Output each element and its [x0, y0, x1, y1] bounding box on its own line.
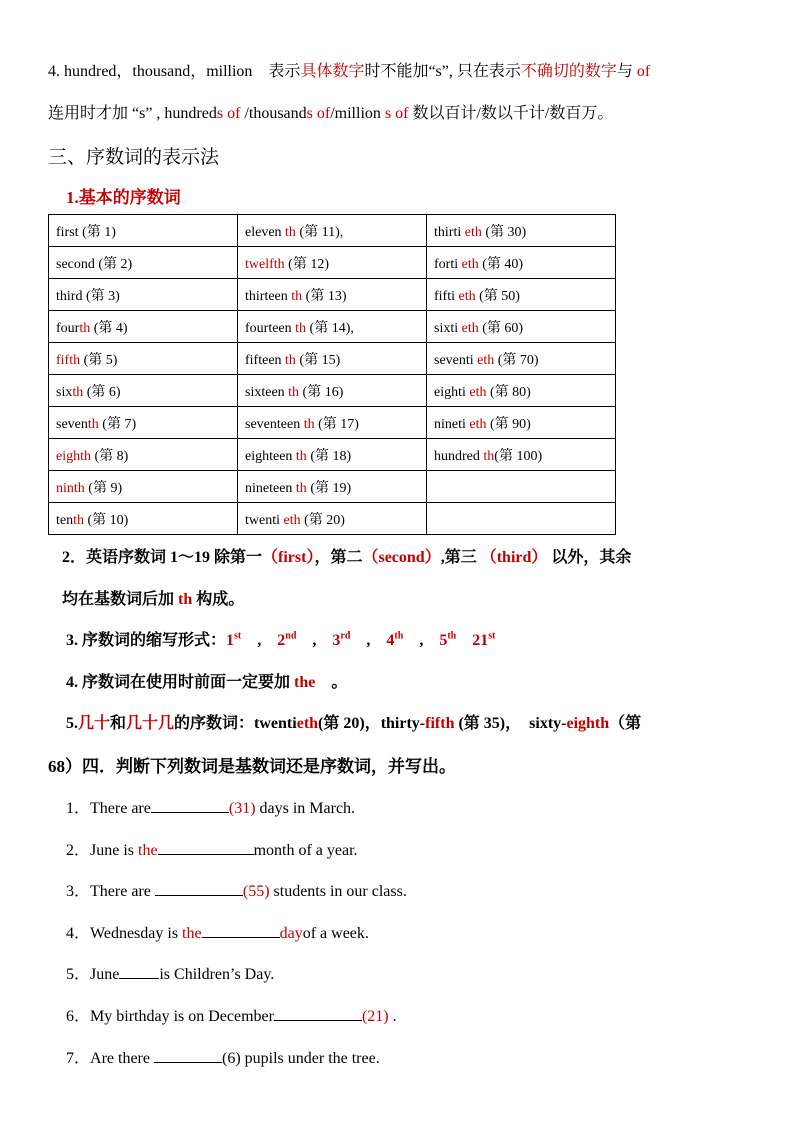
- table-cell: nineteen th (第 19): [238, 471, 427, 503]
- table-cell: thirteen th (第 13): [238, 279, 427, 311]
- ordinal-table: [48, 214, 616, 535]
- table-row: [49, 279, 616, 311]
- table-row: [49, 503, 616, 535]
- text: 与: [616, 63, 633, 80]
- para4-line1: [48, 58, 754, 81]
- table-cell: seventi eth (第 70): [427, 343, 616, 375]
- table-row: [49, 439, 616, 471]
- sub1-title: 1.基本的序数词: [66, 188, 181, 207]
- answer-blank[interactable]: [202, 923, 280, 938]
- table-cell: hundred th(第 100): [427, 439, 616, 471]
- text: 四．判断下列数词是基数词还是序数词，并写出。: [82, 757, 456, 776]
- answer-blank[interactable]: [119, 964, 159, 979]
- table-cell: first (第 1): [49, 215, 238, 247]
- abbr-item: 1st: [226, 630, 242, 649]
- text: 。: [331, 674, 348, 691]
- table-cell: ninth (第 9): [49, 471, 238, 503]
- highlight: s of: [380, 105, 409, 122]
- text: 和: [110, 715, 127, 732]
- answer-blank[interactable]: [155, 881, 243, 896]
- table-row: [49, 375, 616, 407]
- table-cell: sixti eth (第 60): [427, 311, 616, 343]
- text: /thousand: [240, 105, 307, 122]
- rule4: [66, 669, 754, 692]
- table-cell: thirti eth (第 30): [427, 215, 616, 247]
- text: 数以百计/数以千计/数百万。: [408, 105, 614, 122]
- table-cell: fifth (第 5): [49, 343, 238, 375]
- table-row: [49, 407, 616, 439]
- text: 4. 序数词在使用时前面一定要加: [66, 674, 295, 691]
- text: ，第二: [314, 549, 363, 566]
- exercise-item: 2．June is the month of a year.: [66, 842, 358, 859]
- abbr-item: 4th: [386, 630, 404, 649]
- highlight: the: [294, 674, 316, 691]
- rule2-line2: [62, 586, 754, 609]
- highlight: th: [178, 591, 193, 608]
- abbr-list: 1st , 2nd , 3rd , 4th , 5th 21st: [226, 630, 496, 649]
- text: 均在基数词后加: [62, 591, 179, 608]
- section3-title: 三、序数词的表示法: [48, 147, 220, 168]
- table-cell: eighth (第 8): [49, 439, 238, 471]
- exercise-item: 6．My birthday is on December (21) .: [66, 1008, 397, 1025]
- highlight: 具体数字: [300, 63, 365, 80]
- table-cell: twenti eth (第 20): [238, 503, 427, 535]
- table-cell: fifteen th (第 15): [238, 343, 427, 375]
- text: 68）: [48, 757, 82, 776]
- highlight: s of: [216, 105, 241, 122]
- text: ,第三: [440, 549, 477, 566]
- table-cell: fourteen th (第 14),: [238, 311, 427, 343]
- highlight: 不确切的数字: [520, 63, 617, 80]
- answer-blank[interactable]: [274, 1006, 362, 1021]
- highlight: of: [636, 63, 651, 80]
- answer-blank[interactable]: [151, 798, 229, 813]
- table-cell: fifti eth (第 50): [427, 279, 616, 311]
- table-row: [49, 311, 616, 343]
- text: （第: [609, 715, 642, 732]
- text: /million: [330, 105, 381, 122]
- table-cell: eighteen th (第 18): [238, 439, 427, 471]
- highlight: 几十几: [126, 715, 175, 732]
- text: (第 35)，: [454, 715, 514, 732]
- exercise-item: 1．There are (31) days in March.: [66, 800, 356, 817]
- table-cell: eleven th (第 11),: [238, 215, 427, 247]
- highlight: s of: [306, 105, 331, 122]
- table-row: [49, 247, 616, 279]
- answer-blank[interactable]: [158, 840, 254, 855]
- text: 构成。: [192, 591, 245, 608]
- table-cell: fourth (第 4): [49, 311, 238, 343]
- highlight: 几十: [78, 715, 111, 732]
- text: 2．英语序数词 1～19 除第一: [62, 549, 263, 566]
- text: 连用时才加 “s” , hundred: [48, 105, 217, 122]
- highlight: （first）: [262, 549, 315, 566]
- text: 5.: [66, 715, 78, 732]
- abbr-item: 5th: [439, 630, 457, 649]
- table-cell: tenth (第 10): [49, 503, 238, 535]
- table-cell: nineti eth (第 90): [427, 407, 616, 439]
- rule5: [66, 710, 754, 733]
- table-cell: eighti eth (第 80): [427, 375, 616, 407]
- text: (第 20)，thirty-: [318, 715, 426, 732]
- exercise-item: 3．There are (55) students in our class.: [66, 883, 407, 900]
- table-cell: sixth (第 6): [49, 375, 238, 407]
- text: 时不能加“s”, 只在表示: [364, 63, 521, 80]
- exercise-item: 5．June is Children’s Day.: [66, 966, 275, 983]
- table-cell: sixteen th (第 16): [238, 375, 427, 407]
- highlight: eighth: [566, 715, 610, 732]
- highlight: fifth: [425, 715, 455, 732]
- table-cell: seventh (第 7): [49, 407, 238, 439]
- text: 4. hundred，thousand，million 表示: [48, 63, 301, 80]
- table-cell: forti eth (第 40): [427, 247, 616, 279]
- highlight: （second）: [362, 549, 441, 566]
- table-row: [49, 471, 616, 503]
- table-cell: seventeen th (第 17): [238, 407, 427, 439]
- para4-line2: [48, 100, 754, 123]
- text: 3. 序数词的缩写形式：: [66, 632, 227, 649]
- text: sixty-: [529, 715, 567, 732]
- table-cell: [427, 471, 616, 503]
- table-row: [49, 215, 616, 247]
- table-row: [49, 343, 616, 375]
- rule3: [66, 627, 754, 650]
- table-cell: [427, 503, 616, 535]
- highlight: eth: [296, 715, 319, 732]
- text: 以外，其余: [551, 549, 632, 566]
- abbr-item: 3rd: [332, 630, 351, 649]
- table-cell: third (第 3): [49, 279, 238, 311]
- exercise-item: 7．Are there (6) pupils under the tree.: [66, 1050, 380, 1067]
- exercise-item: 4．Wednesday is the dayof a week.: [66, 925, 369, 942]
- highlight: （third）: [480, 549, 548, 566]
- table-cell: twelfth (第 12): [238, 247, 427, 279]
- abbr-item: 21st: [472, 630, 496, 649]
- answer-blank[interactable]: [154, 1048, 222, 1063]
- section4-title: [48, 752, 754, 777]
- table-cell: second (第 2): [49, 247, 238, 279]
- text: 的序数词：twenti: [174, 715, 297, 732]
- rule2-line1: [62, 544, 754, 567]
- abbr-item: 2nd: [277, 630, 297, 649]
